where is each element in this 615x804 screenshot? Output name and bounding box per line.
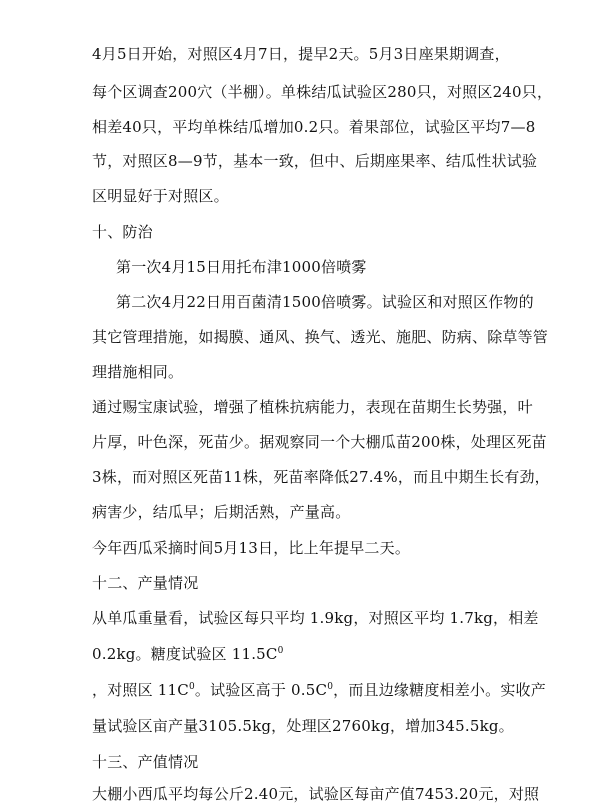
text-run: ，对照区 11C	[92, 681, 189, 699]
paragraph-line: 节，对照区8—9节，基本一致，但中、后期座果率、结瓜性状试验	[92, 152, 538, 170]
superscript: 0	[277, 646, 284, 656]
paragraph-line	[92, 680, 546, 700]
paragraph-line: 通过赐宝康试验，增强了植株抗病能力，表现在苗期生长势强，叶	[92, 398, 533, 416]
paragraph-line: 其它管理措施，如揭膜、通风、换气、透光、施肥、防病、除草等管	[92, 328, 549, 346]
paragraph-line: 从单瓜重量看，试验区每只平均 1.9kg，对照区平均 1.7kg，相差	[92, 609, 539, 627]
paragraph-line: 3株，而对照区死苗11株，死苗率降低27.4%，而且中期生长有劲，	[92, 468, 550, 486]
paragraph-line: 4月5日开始，对照区4月7日，提早2天。5月3日座果期调查，	[92, 45, 510, 63]
paragraph-line	[92, 644, 284, 664]
paragraph-line: 片厚，叶色深，死苗少。据观察同一个大棚瓜苗200株，处理区死苗	[92, 433, 547, 451]
paragraph-line: 第一次4月15日用托布津1000倍喷雾	[116, 258, 367, 276]
text-run: 。试验区高于 0.5C	[194, 681, 328, 699]
superscript: 0	[188, 682, 195, 692]
text-run: 0.2kg。糖度试验区 11.5C	[92, 645, 278, 663]
paragraph-line: 量试验区亩产量3105.5kg，处理区2760kg，增加345.5kg。	[92, 717, 514, 735]
section-heading: 十二、产量情况	[92, 574, 199, 592]
paragraph-line: 大棚小西瓜平均每公斤2.40元，试验区每亩产值7453.20元，对照	[92, 785, 540, 803]
section-heading: 十、防治	[92, 223, 153, 241]
paragraph-line: 第二次4月22日用百菌清1500倍喷雾。试验区和对照区作物的	[116, 293, 534, 311]
text-run: ，而且边缘糖度相差小。实收产	[333, 681, 546, 699]
paragraph-line: 今年西瓜采摘时间5月13日，比上年提早二天。	[92, 539, 411, 557]
section-heading: 十三、产值情况	[92, 753, 199, 771]
paragraph-line: 病害少，结瓜早；后期活熟，产量高。	[92, 503, 351, 521]
paragraph-line: 区明显好于对照区。	[92, 187, 229, 205]
paragraph-line: 相差40只，平均单株结瓜增加0.2只。着果部位，试验区平均7—8	[92, 118, 536, 136]
paragraph-line: 每个区调查200穴（半棚）。单株结瓜试验区280只，对照区240只，	[92, 83, 553, 101]
paragraph-line: 理措施相同。	[92, 363, 184, 381]
superscript: 0	[327, 682, 334, 692]
